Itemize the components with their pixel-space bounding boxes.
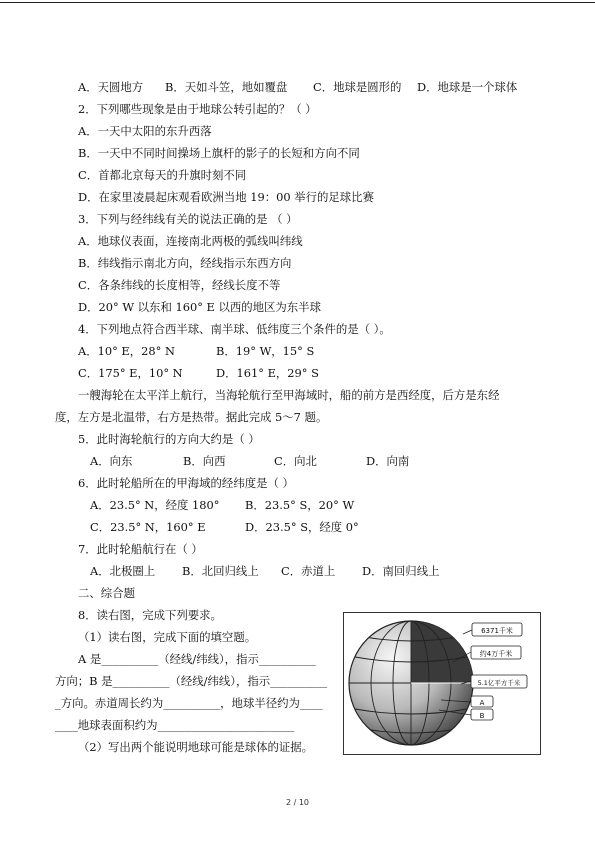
q8-blank-line-4: ____地球表面积约为________________________ <box>55 718 295 732</box>
q4-option-c: C．175° E，10° N <box>78 366 183 380</box>
q8-sub2: （2）写出两个能说明地球可能是球体的证据。 <box>78 740 314 754</box>
q4-option-d: D．161° E，29° S <box>216 366 319 380</box>
globe-diagram <box>343 612 541 755</box>
section-title: 二、综合题 <box>78 586 135 600</box>
q4-option-b: B．19° W，15° S <box>216 344 315 358</box>
q3-option-d: D．20° W 以东和 160° E 以西的地区为东半球 <box>78 300 321 314</box>
q2-option-b: B．一天中不同时间操场上旗杆的影子的长短和方向不同 <box>78 146 360 160</box>
label-circumference: 约4万千米 <box>479 650 513 658</box>
q5-option-c: C．向北 <box>274 454 317 468</box>
q2-option-d: D．在家里凌晨起床观看欧洲当地 19：00 举行的足球比赛 <box>78 190 374 204</box>
q8-blank-line-2: 方向；B 是__________（经线/纬线），指示__________ <box>55 674 328 688</box>
q3-option-a: A．地球仪表面，连接南北两极的弧线叫纬线 <box>78 234 303 248</box>
q7-option-c: C．赤道上 <box>281 564 336 578</box>
header-rule <box>0 2 595 3</box>
q2-stem: 2．下列哪些现象是由于地球公转引起的？（ ） <box>78 102 317 116</box>
q7-option-a: A．北极圈上 <box>90 564 156 578</box>
q3-stem: 3．下列与经纬线有关的说法正确的是 （ ） <box>78 212 298 226</box>
q5-option-a: A．向东 <box>90 454 133 468</box>
q7-option-b: B．北回归线上 <box>182 564 259 578</box>
q7-stem: 7．此时轮船航行在（ ） <box>78 542 203 556</box>
q3-option-b: B．纬线指示南北方向，经线指示东西方向 <box>78 256 292 270</box>
q6-stem: 6．此时轮船所在的甲海域的经纬度是（ ） <box>78 476 294 490</box>
q1-option-c: C．地球是圆形的 <box>313 80 402 94</box>
q8-stem: 8．读右图，完成下列要求。 <box>78 608 222 622</box>
label-b: B <box>479 712 485 720</box>
q1-option-a: A．天圆地方 <box>78 80 144 94</box>
q8-blank-line-3: _方向。赤道周长约为__________，地球半径约为____ <box>55 696 323 710</box>
q6-option-d: D．23.5° S，经度 0° <box>245 520 359 534</box>
q1-option-d: D．地球是一个球体 <box>417 80 518 94</box>
label-a: A <box>479 699 485 707</box>
q7-option-d: D．南回归线上 <box>362 564 440 578</box>
q2-option-c: C．首都北京每天的升旗时刻不同 <box>78 168 247 182</box>
passage-line-1: 一艘海轮在太平洋上航行，当海轮航行至甲海域时，船的前方是西经度，后方是东经 <box>78 388 500 402</box>
label-radius: 6371千米 <box>481 627 513 635</box>
q2-option-a: A．一天中太阳的东升西落 <box>78 124 212 138</box>
q8-sub1: （1）读右图，完成下面的填空题。 <box>78 630 257 644</box>
q5-option-b: B．向西 <box>183 454 226 468</box>
q6-option-c: C．23.5° N，160° E <box>90 520 206 534</box>
q4-stem: 4．下列地点符合西半球、南半球、低纬度三个条件的是（ ）。 <box>78 322 391 336</box>
q1-option-b: B．天如斗笠，地如覆盘 <box>165 80 288 94</box>
label-area: 5.1亿平方千米 <box>477 679 521 687</box>
q6-option-a: A．23.5° N，经度 180° <box>90 498 220 512</box>
page-number: 2 / 10 <box>285 798 310 807</box>
globe-figure <box>343 612 541 755</box>
q4-option-a: A．10° E，28° N <box>78 344 175 358</box>
passage-line-2: 度，左方是北温带，右方是热带。据此完成 5～7 题。 <box>55 410 328 424</box>
q8-blank-line-1: A 是__________（经线/纬线），指示__________ <box>78 652 316 666</box>
q5-stem: 5．此时海轮航行的方向大约是（ ） <box>78 432 260 446</box>
q3-option-c: C．各条纬线的长度相等，经线长度不等 <box>78 278 281 292</box>
q5-option-d: D．向南 <box>366 454 410 468</box>
q6-option-b: B．23.5° S，20° W <box>245 498 355 512</box>
